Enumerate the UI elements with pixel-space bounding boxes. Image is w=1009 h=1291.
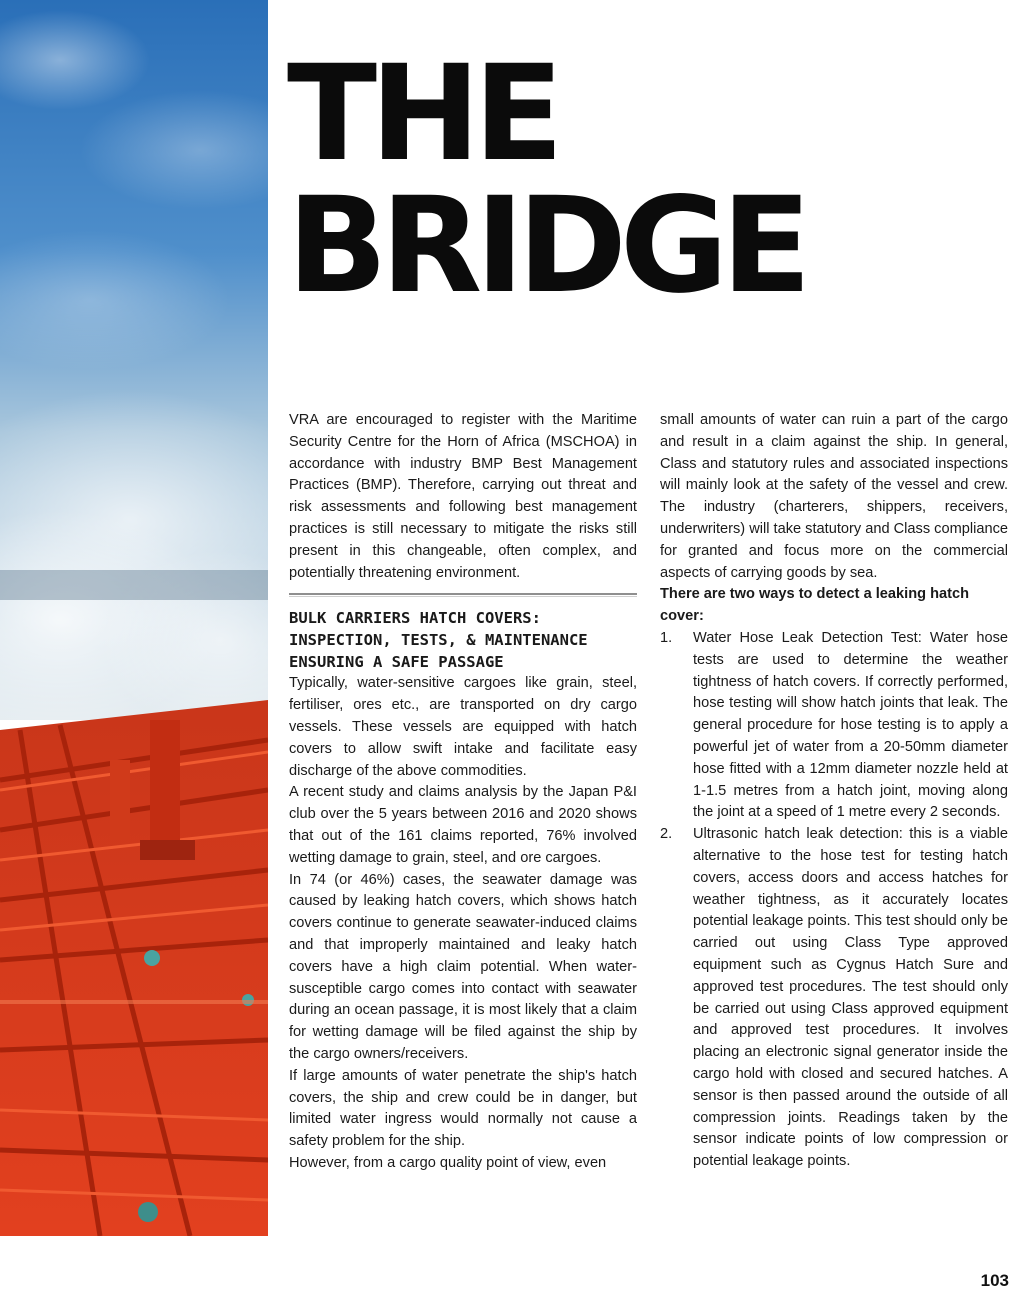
list-item-text: Ultrasonic hatch leak detection: this is a viable alternative to the hose test for testing hatch covers, access doors and access hatches for weather tightness, as it accurately locates potential leakage points. This test should only be carried out using Class Type approved equipment such as Cygnus Hatch Sure and approved test procedures. The test should only be carried out using Class approved equipment and approved test procedures. It involves placing an electronic signal generator inside the cargo hold with closed and secured hatches. A sensor is then passed around the outside of all compression joints. Readings taken by the sensor indicate points of low compression or potential leakage points.: [693, 826, 1008, 1170]
continued-paragraph: small amounts of water can ruin a part of the cargo and result in a claim against the ship. In general, Class and statutory rules and associated inspections will mainly look at the safety of the vessel and crew. The industry (charterers, shippers, receivers, underwriters) will take statutory and Class compliance for granted and focus more on the commercial aspects of carrying goods by sea.: [660, 412, 1008, 581]
list-item-number: 2.: [660, 826, 673, 843]
section-divider: [289, 593, 637, 597]
page-title: [287, 37, 805, 323]
list-item: [660, 628, 1008, 824]
body-paragraph: In 74 (or 46%) cases, the seawater damage was caused by leaking hatch covers, which shows hatch covers continue to generate seawater-induced claims and that improperly maintained and leaky hatch covers have a high claim potential. When water-susceptible cargo comes into contact with seawater during an ocean passage, it is most likely that a claim for wetting damage will be filed against the ship by the cargo owners/receivers.: [289, 871, 637, 1062]
page-number: 103: [980, 1271, 1009, 1290]
ship-deck-illustration: [0, 0, 268, 1236]
left-column: [289, 410, 637, 1175]
body-paragraph: However, from a cargo quality point of view, even: [289, 1154, 607, 1171]
intro-paragraph: VRA are encouraged to register with the Maritime Security Centre for the Horn of Africa (MSCHOA) in accordance with industry BMP Best Management Practices (BMP). Therefore, carrying out threat and risk assessments and following best management practices is still necessary to mitigate the risks still present in this changeable, often complex, and potentially threatening environment.: [289, 412, 637, 581]
body-paragraph: If large amounts of water penetrate the ship's hatch covers, the ship and crew could be in danger, but limited water ingress would normally not cause a safety problem for the ship.: [289, 1067, 637, 1150]
list-item-number: 1.: [660, 629, 673, 646]
title-line-2: BRIDGE: [287, 169, 805, 323]
list-item-text: Water Hose Leak Detection Test: Water hose tests are used to determine the weather tightness of hatch covers. If correctly performed, hose testing will show hatch joints that leak. The general procedure for hose testing is to apply a powerful jet of water from a 20-50mm diameter hose fitted with a 12mm diameter nozzle held at 1-1.5 metres from a hatch joint, moving along the joint at a speed of 1 metre every 2 seconds.: [693, 629, 1008, 821]
detection-methods-list: [660, 628, 1008, 1173]
body-paragraph: Typically, water-sensitive cargoes like grain, steel, fertiliser, ores etc., are transported on dry cargo vessels. These vessels are equipped with hatch covers to allow swift intake and facilitate easy discharge of the above commodities.: [289, 675, 637, 779]
section-heading: BULK CARRIERS HATCH COVERS: INSPECTION, TESTS, & MAINTENANCE ENSURING A SAFE PASSAGE: [289, 609, 588, 672]
body-paragraph: A recent study and claims analysis by the Japan P&I club over the 5 years between 2016 and 2020 shows that out of the 161 claims reported, 76% involved wetting damage to grain, steel, and ore cargoes.: [289, 784, 637, 866]
list-item: [660, 824, 1008, 1173]
ship-deck-photo: [0, 0, 268, 1236]
right-column: [660, 410, 1008, 1173]
title-line-1: THE: [287, 37, 557, 191]
detection-methods-heading: There are two ways to detect a leaking hatch cover:: [660, 586, 969, 625]
